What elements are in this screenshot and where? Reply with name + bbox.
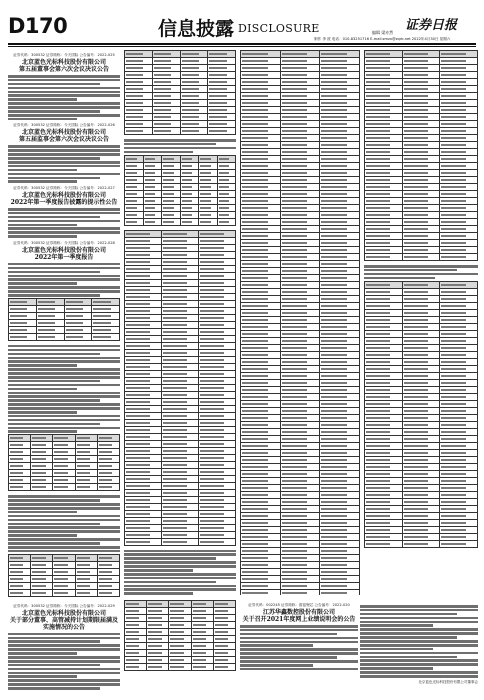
bottom-table-block xyxy=(124,600,236,690)
financial-table xyxy=(8,434,120,491)
financial-table xyxy=(8,298,120,341)
announcement-company: 江苏华鑫数控股份有限公司 xyxy=(262,609,335,616)
announcement-header xyxy=(8,186,120,206)
announcement-title: 关于部分董事、高管减持计划期限届满及实施情况的公告 xyxy=(9,616,118,631)
announcement-header xyxy=(8,241,120,261)
announcement-title: 第五届监事会第六次会议决议公告 xyxy=(18,136,109,144)
column-2 xyxy=(124,50,236,595)
announcement-company: 北京蓝色光标科技股份有限公司 xyxy=(21,246,106,254)
contact-line: 制作 李 波 电话：010-83251716 E-mail:zmzx@zqrb.net 2022年4月30日 星期六 xyxy=(314,37,451,41)
announcement-title: 2022年第一季度报告 xyxy=(34,253,94,261)
column-4-bottom xyxy=(240,600,358,690)
announcement-title: 第五届董事会第六次会议决议公告 xyxy=(18,66,109,73)
column-3 xyxy=(240,50,360,595)
section-title-en: DISCLOSURE xyxy=(238,22,320,35)
body-text-block xyxy=(8,145,120,183)
editor-credit: 编辑 梁亦然 xyxy=(372,30,394,35)
cash-flow-table xyxy=(364,281,478,548)
data-table xyxy=(124,230,236,546)
announcement-code: 证券代码：300532 证券简称：今天国际 公告编号：2022-025 xyxy=(13,53,115,57)
body-text-block xyxy=(240,625,358,670)
body-text-block xyxy=(8,495,120,552)
closing-text-block xyxy=(360,605,478,685)
shareholder-table xyxy=(8,554,120,597)
announcement-header xyxy=(8,53,120,73)
masthead-rule xyxy=(8,43,476,45)
newspaper-logo: 证券日报 xyxy=(405,18,458,33)
body-text-block xyxy=(364,265,478,279)
announcement-code: 证券代码：002245 证券简称：蔚蓝锂芯 公告编号：2022-020 xyxy=(248,603,350,607)
announcement-title: 2022年第一季度报告披露的提示性公告 xyxy=(10,199,118,206)
income-statement-table xyxy=(364,50,478,261)
column-4 xyxy=(364,50,478,595)
section-title: 信息披露 xyxy=(158,18,235,40)
announcement-header xyxy=(8,604,120,631)
data-table xyxy=(124,600,236,671)
data-table xyxy=(124,155,236,226)
announcement-code: 证券代码：300532 证券简称：今天国际 公告编号：2022-026 xyxy=(13,123,115,128)
body-text-block xyxy=(8,263,120,297)
announcement-code: 证券代码：300532 证券简称：今天国际 公告编号：2022-028 xyxy=(13,240,115,245)
column-1 xyxy=(8,50,120,690)
body-text-block xyxy=(8,208,120,238)
body-text-block xyxy=(8,345,120,433)
masthead-rule-thin xyxy=(8,46,476,47)
balance-sheet-table xyxy=(240,50,360,595)
announcement-header xyxy=(240,603,358,623)
body-text-block xyxy=(8,75,120,120)
announcement-company: 北京蓝色光标科技股份有限公司 xyxy=(21,59,106,66)
announcement-company: 北京蓝色光标科技股份有限公司 xyxy=(21,609,106,617)
board-signature: 北京蓝色光标科技股份有限公司董事会 xyxy=(418,679,478,684)
masthead xyxy=(0,0,484,44)
body-text-block xyxy=(124,139,236,153)
announcement-company: 北京蓝色光标科技股份有限公司 xyxy=(21,129,106,137)
body-text-block xyxy=(8,633,120,690)
announcement-title: 关于召开2021年度网上业绩说明会的公告 xyxy=(242,616,356,623)
page-number: D170 xyxy=(8,14,68,38)
data-table xyxy=(124,50,236,135)
body-text-block xyxy=(124,550,236,595)
announcement-code: 证券代码：300532 证券简称：今天国际 公告编号：2022-029 xyxy=(13,603,115,608)
announcement-company: 北京蓝色光标科技股份有限公司 xyxy=(21,192,106,199)
announcement-code: 证券代码：300532 证券简称：今天国际 公告编号：2022-027 xyxy=(13,186,115,190)
announcement-header xyxy=(8,123,120,143)
